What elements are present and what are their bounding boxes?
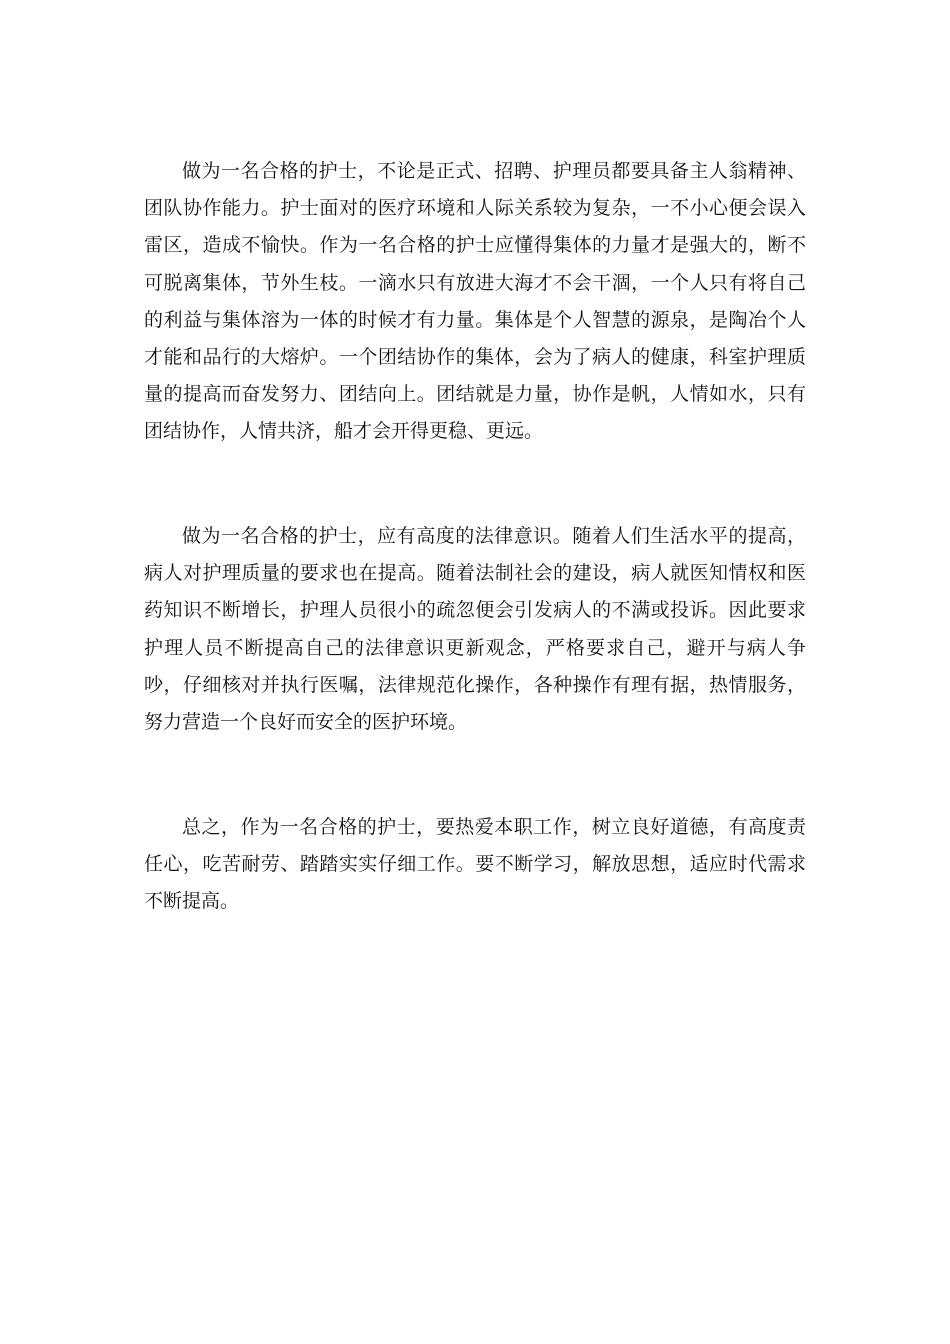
paragraph-legal-awareness: 做为一名合格的护士，应有高度的法律意识。随着人们生活水平的提高，病人对护理质量的要求也在提高。随着法制社会的建设，病人就医知情权和医药知识不断增长，护理人员很小的疏忽便会引发病人的不满或投诉。因此要求护理人员不断提高自己的法律意识更新观念，严格要求自己，避开与病人争吵，仔细核对并执行医嘱，法律规范化操作，各种操作有理有据，热情服务，努力营造一个良好而安全的医护环境。	[144, 525, 806, 734]
paragraph-conclusion: 总之，作为一名合格的护士，要热爱本职工作，树立良好道德，有高度责任心，吃苦耐劳、踏踏实实仔细工作。要不断学习，解放思想，适应时代需求不断提高。	[144, 816, 806, 913]
paragraph-teamwork: 做为一名合格的护士，不论是正式、招聘、护理员都要具备主人翁精神、团队协作能力。护士面对的医疗环境和人际关系较为复杂，一不小心便会误入雷区，造成不愉快。作为一名合格的护士应懂得集体的力量才是强大的，断不可脱离集体，节外生枝。一滴水只有放进大海才不会干涸，一个人只有将自己的利益与集体溶为一体的时候才有力量。集体是个人智慧的源泉，是陶冶个人才能和品行的大熔炉。一个团结协作的集体，会为了病人的健康，科室护理质量的提高而奋发努力、团结向上。团结就是力量，协作是帆，人情如水，只有团结协作，人情共济，船才会开得更稳、更远。	[144, 160, 806, 443]
